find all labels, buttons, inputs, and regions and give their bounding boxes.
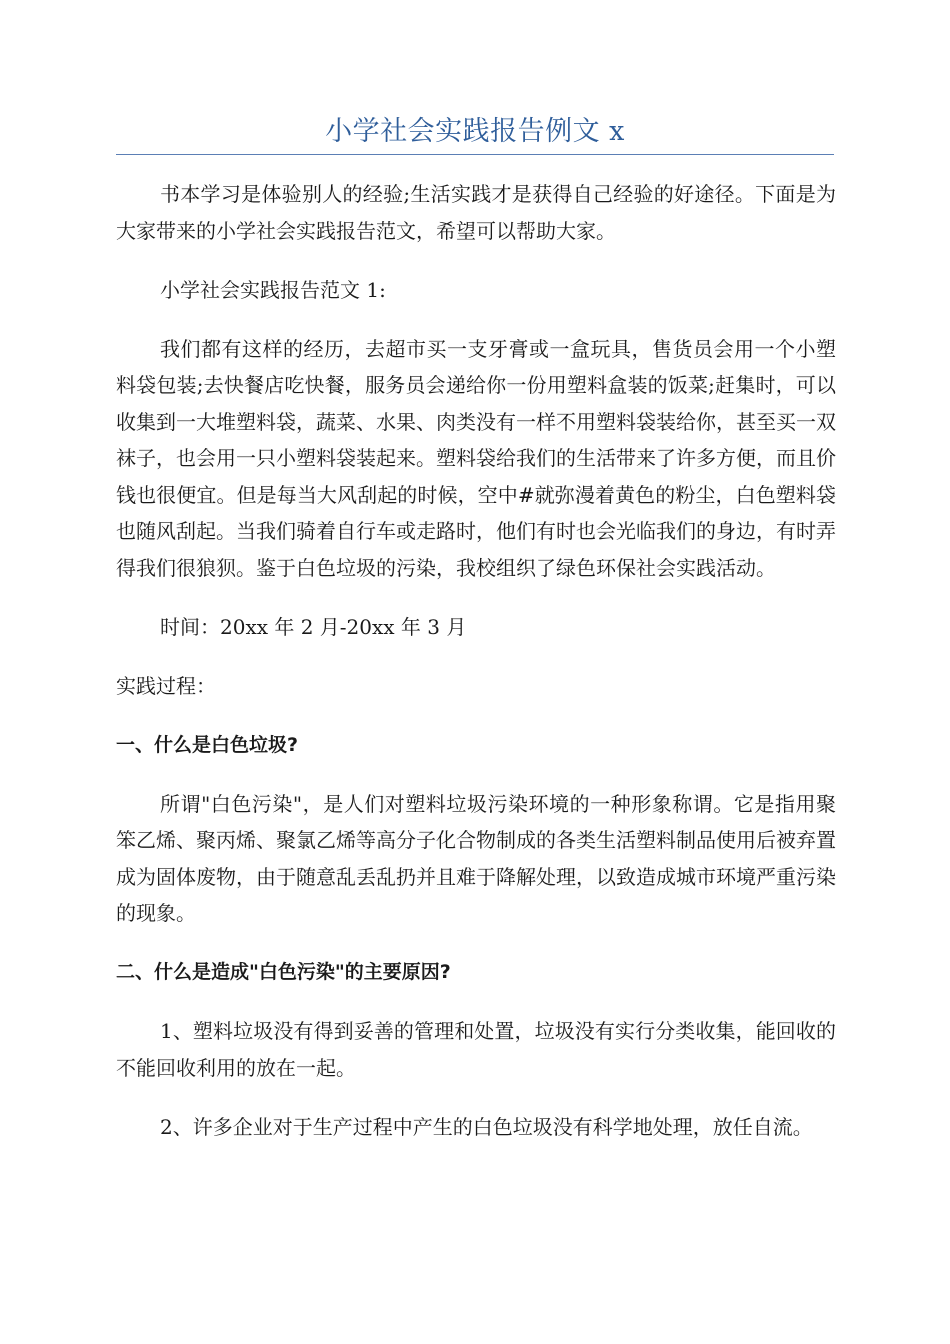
section-heading-1: 一、什么是白色垃圾? [116,733,299,756]
title-underline [116,154,834,155]
cause-item-1: 1、塑料垃圾没有得到妥善的管理和处置，垃圾没有实行分类收集，能回收的不能回收利用的放在一起。 [116,1019,836,1080]
section-heading-2: 二、什么是造成"白色污染"的主要原因? [116,961,451,983]
process-label: 实践过程： [116,673,216,698]
definition-paragraph: 所谓"白色污染"，是人们对塑料垃圾污染环境的一种形象称谓。它是指用聚笨乙烯、聚丙烯、聚氯乙烯等高分子化合物制成的各类生活塑料制品使用后被弃置成为固体废物，由于随意乱丢乱扔并且难于降解处理，以致造成城市环境严重污染的现象。 [116,791,836,925]
sample-label: 小学社会实践报告范文 1: [160,277,386,302]
time-line: 时间：20xx 年 2 月-20xx 年 3 月 [160,614,467,639]
cause-item-2: 2、许多企业对于生产过程中产生的白色垃圾没有科学地处理，放任自流。 [160,1114,813,1139]
intro-paragraph: 书本学习是体验别人的经验;生活实践才是获得自己经验的好途径。下面是为大家带来的小学社会实践报告范文，希望可以帮助大家。 [116,182,836,243]
document-title: 小学社会实践报告例文 x [325,116,625,147]
document-body [116,176,836,1168]
background-paragraph: 我们都有这样的经历，去超市买一支牙膏或一盒玩具，售货员会用一个小塑料袋包装;去快餐店吃快餐，服务员会递给你一份用塑料盒装的饭菜;赶集时，可以收集到一大堆塑料袋，蔬菜、水果、肉类没有一样不用塑料袋装给你，甚至买一双袜子，也会用一只小塑料袋装起来。塑料袋给我们的生活带来了许多方便，而且价钱也很便宜。但是每当大风刮起的时候，空中#就弥漫着黄色的粉尘，白色塑料袋也随风刮起。当我们骑着自行车或走路时，他们有时也会光临我们的身边，有时弄得我们很狼狈。鉴于白色垃圾的污染，我校组织了绿色环保社会实践活动。 [116,336,836,580]
